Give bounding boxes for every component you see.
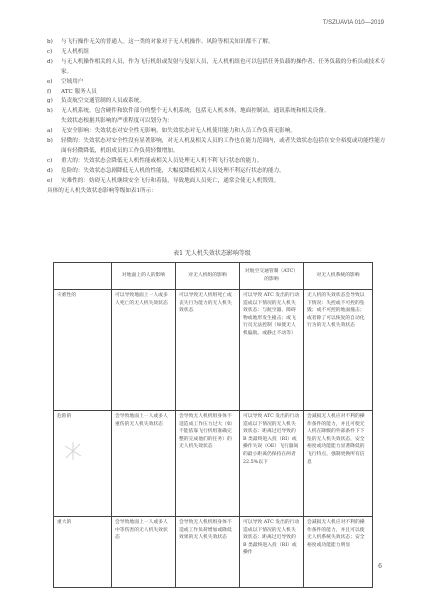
list-item — [47, 107, 387, 117]
list-label: e) — [47, 177, 53, 184]
list-label: d) — [47, 167, 53, 174]
table-intro: 具体的无人机失效状态影响等级如表1所示： — [47, 187, 157, 194]
watermark-icon — [62, 440, 84, 462]
table-cell: 无人机的失效状态会导致以下情况：失控或不可控的坠毁；或不可控的地面撞击；或者除了可以恢复的自动化行为的无人机失效状态 — [304, 290, 373, 411]
table-row — [54, 517, 373, 588]
intro-paragraph: 失效状态根据其影响的严重程度可以划分为： — [61, 118, 173, 125]
severity-level-cell: 灾难性的 — [54, 290, 112, 411]
list-text: 重大的：失效状态会降低无人机性能或相关人员处理无人机不利飞行状态的能力。 — [61, 157, 263, 164]
list-text: 无安全影响：失效状态对安全性无影响，如失效状态对无人机使用能力和人员工作负荷无影响。 — [61, 128, 296, 135]
table-header-cell: 对无人机系统的影响 — [304, 263, 373, 290]
severity-item — [47, 177, 387, 187]
severity-item — [47, 137, 387, 157]
table-cell: 可以导致 ATC 发出的行动造成以下情况的无人机失效状态：距离过近导致的 B 类最终进入投（RI）或操作 — [240, 517, 304, 588]
body-text — [47, 38, 387, 197]
list-text: 轻微的：失效状态对安全性没有显著影响，对无人机及相关人员的工作也在能力范围内，或者失效状态包括在安全裕度或功能性能方面有轻微降低，机组成员的工作负荷轻微增加。 — [61, 138, 386, 154]
page-number: 6 — [378, 563, 382, 570]
list-item — [47, 58, 387, 78]
list-item — [47, 88, 387, 98]
list-text: 灾难性的：妨碍无人机继续安全飞行和着陆，导致地面人员死亡，通常会使无人机毁毁。 — [61, 177, 280, 184]
list-label: b) — [47, 39, 53, 45]
table-header-cell: 对地面上的人的影响 — [112, 263, 176, 290]
table-header-cell: 对航空交通管制（ATC）的影响 — [240, 263, 304, 290]
failure-severity-table — [53, 262, 373, 588]
table-cell: 可以导致 ATC 发出的行动造成以下情况的无人机失效状态：与航空器、障碍物或地形发生撞击；或飞行员无法控制（如使无人机偏航、或静止不动等） — [240, 290, 304, 411]
list-label: c) — [47, 157, 53, 164]
table-cell: 会导致地面上一人或多人中等伤害的无人机失效状态 — [112, 517, 176, 588]
table-cell: 会减损无人机应对不利的操作条件的能力，并且可使无人机在降级的外部条件下下坠的无人机失效状态，安全裕度或功能能力显著降低的飞行特点，强制更换所有信息 — [304, 411, 373, 517]
list-item — [47, 97, 387, 107]
list-item — [47, 38, 387, 48]
list-label: d) — [47, 58, 53, 65]
table-header-row — [54, 263, 373, 290]
list-text: 负责航空交通管制的人员或系统。 — [61, 98, 145, 105]
severity-level-cell: 危险的 — [54, 411, 112, 517]
list-text: 危险的：失效状态急剧降低无人机的性能，大幅度降低相关人员处理不利运行状态的能力。 — [61, 167, 285, 174]
table-cell: 可以导致无人机组死亡或丧失行为能力的无人机失效状态 — [176, 290, 240, 411]
severity-item — [47, 167, 387, 177]
table-cell: 会减损无人机应对不利的操作条件的能力，并且可以使无人机系统失效状态；安全裕度或功能能力明显 — [304, 517, 373, 588]
list-label: h) — [47, 108, 53, 115]
document-code: T/SZUAVIA 010—2019 — [322, 20, 384, 26]
list-text: 与飞行操作无关的普通人。这一类的对象对于无人机操作、风险等相关知识都不了解。 — [61, 39, 274, 45]
list-label: b) — [47, 138, 53, 145]
table-row — [54, 290, 373, 411]
list-label: g) — [47, 98, 53, 105]
list-label: c) — [47, 48, 53, 55]
severity-item — [47, 157, 387, 167]
table-cell: 会导致无人机机组身体不适或工作负荷增加或降低效果的无人机失效状态 — [176, 517, 240, 588]
list-label: a) — [47, 128, 53, 135]
list-text: ATC 服务人员 — [61, 88, 97, 95]
table-cell: 可以导致 ATC 发出的行动造成以下情况的无人机失效状态：距离过近导致的 B 类最终进入投（RI）或操作失误（OE）飞行器间的最小距离仍保持在两者 22.5%以下 — [240, 411, 304, 517]
table-cell: 会导致地面上一人或多人重伤的无人机失效状态 — [112, 411, 176, 517]
severity-item — [47, 127, 387, 137]
severity-level-cell: 重大的 — [54, 517, 112, 588]
list-text: 无人机系统，包含硬件和软件部分的整个无人机系统，包括无人机本体，地面控制站，通讯系统和相关设备。 — [61, 108, 330, 115]
table-title: 表1 无人机失效状态影响等级 — [173, 250, 251, 257]
table-row — [54, 411, 373, 517]
list-text: 无人机机组 — [61, 48, 89, 55]
table-header-cell — [54, 263, 112, 290]
list-label: f) — [47, 88, 52, 95]
table-cell: 可以导致地面上一人或多人死亡的无人机失效状态 — [112, 290, 176, 411]
list-item — [47, 48, 387, 58]
list-item — [47, 78, 387, 88]
list-label: e) — [47, 78, 53, 85]
table-header-cell: 对无人机组的影响 — [176, 263, 240, 290]
list-text: 空域用户 — [61, 78, 84, 85]
table-cell: 会导致无人机机组身体不适造成工作压力过大（如不能依靠飞行机组准确完整的完成他们的任务）的无人机失效状态 — [176, 411, 240, 517]
list-text: 与无人机操作相关的人员，作为飞行机组或发射与复原人员，无人机机组也可以包括任务负载的操作者、任务负载的分析员或技术专家。 — [61, 58, 386, 75]
